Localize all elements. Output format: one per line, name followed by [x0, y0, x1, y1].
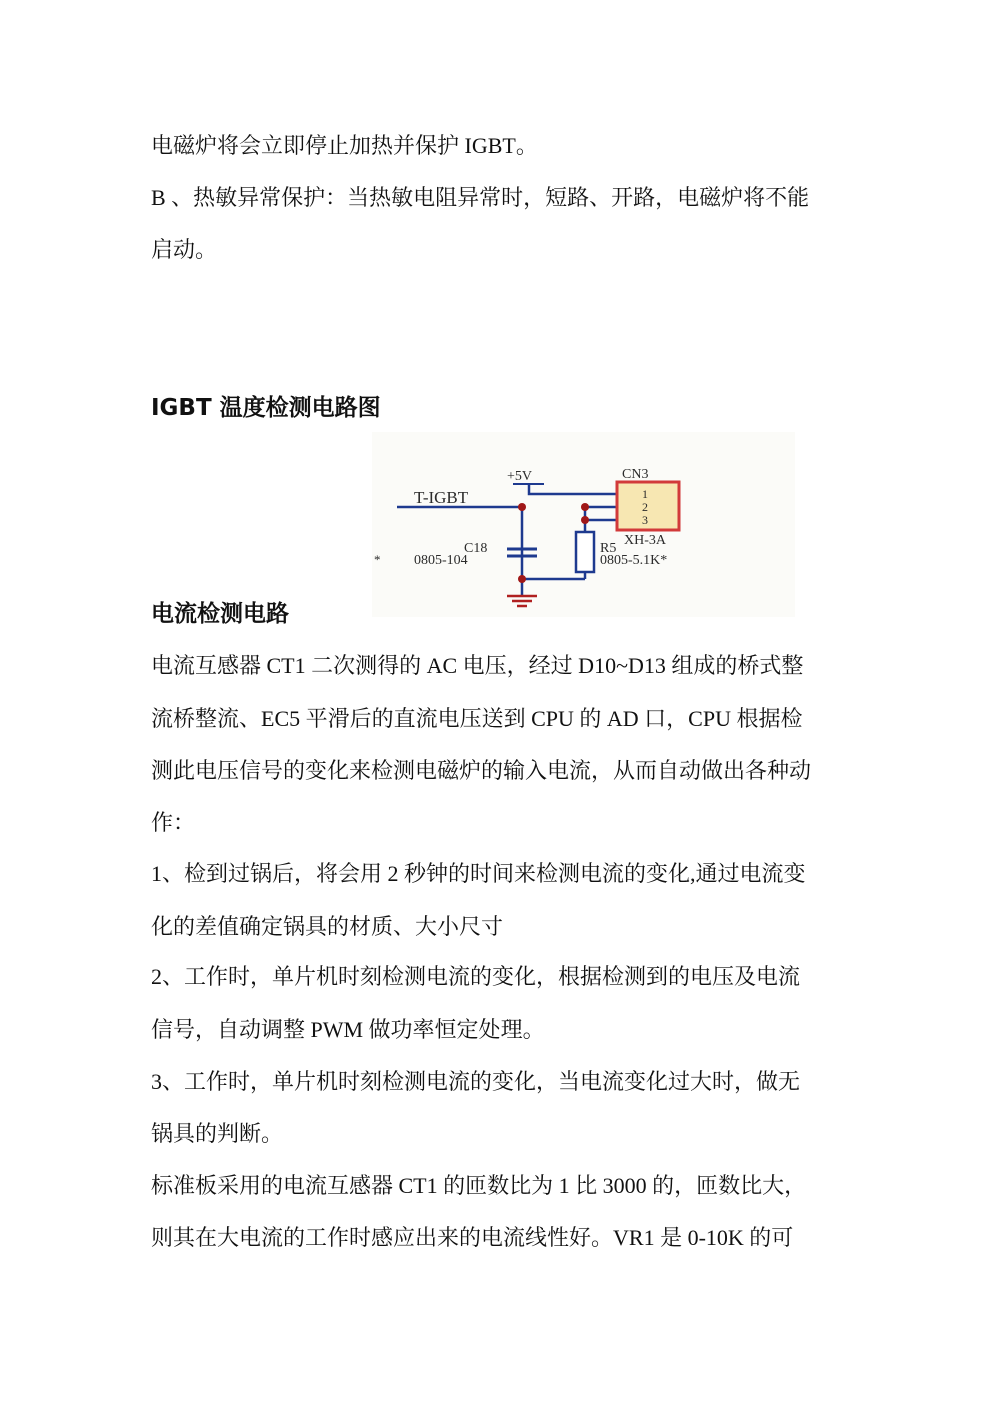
paragraph-line: 化的差值确定锅具的材质、大小尺寸 — [151, 914, 504, 939]
junction-dot — [581, 516, 589, 524]
schematic-svg — [372, 432, 795, 617]
heading-current-detection-circuit: 电流检测电路 — [151, 601, 289, 627]
paragraph-line: 电磁炉将会立即停止加热并保护 IGBT。 — [151, 133, 538, 158]
paragraph-line: 锅具的判断。 — [151, 1121, 284, 1146]
label-t-igbt: T-IGBT — [414, 488, 469, 507]
paragraph-line: 启动。 — [151, 237, 218, 262]
label-r5: R5 — [600, 541, 617, 556]
paragraph-line: 3、工作时，单片机时刻检测电流的变化，当电流变化过大时，做无 — [151, 1069, 801, 1094]
connector-pin-1: 1 — [642, 487, 648, 501]
paragraph-line: 1、检到过锅后，将会用 2 秒钟的时间来检测电流的变化,通过电流变 — [151, 861, 806, 886]
connector-pin-2: 2 — [642, 500, 648, 514]
paragraph-line: 作： — [151, 810, 196, 835]
label-cn3: CN3 — [622, 467, 649, 482]
junction-dot — [581, 503, 589, 511]
paragraph-line: 标准板采用的电流互感器 CT1 的匝数比为 1 比 3000 的，匝数比大， — [151, 1173, 807, 1198]
paragraph-line: 2、工作时，单片机时刻检测电流的变化，根据检测到的电压及电流 — [151, 964, 801, 989]
connector-pin-3: 3 — [642, 513, 648, 527]
paragraph-line: 测此电压信号的变化来检测电磁炉的输入电流，从而自动做出各种动 — [151, 758, 812, 783]
label-res-value: 0805-5.1K* — [600, 553, 668, 568]
resistor-symbol — [576, 532, 594, 572]
igbt-temperature-schematic — [372, 432, 795, 617]
connector-body — [617, 482, 679, 530]
junction-dot — [518, 575, 526, 583]
paragraph-line: B 、热敏异常保护：当热敏电阻异常时，短路、开路，电磁炉将不能 — [151, 185, 810, 210]
junction-dot — [518, 503, 526, 511]
label-cap-value: 0805-104 — [414, 553, 468, 568]
heading-igbt-temperature-circuit: IGBT 温度检测电路图 — [151, 395, 381, 421]
paragraph-line: 信号，自动调整 PWM 做功率恒定处理。 — [151, 1017, 545, 1042]
label-5v: +5V — [507, 469, 533, 484]
label-xh-3a: XH-3A — [624, 533, 666, 548]
ground-symbol — [507, 596, 537, 606]
label-star: * — [374, 552, 381, 567]
label-c18: C18 — [464, 541, 488, 556]
wire-5v-to-pin1 — [529, 484, 617, 494]
paragraph-line: 流桥整流、EC5 平滑后的直流电压送到 CPU 的 AD 口，CPU 根据检 — [151, 706, 803, 731]
paragraph-line: 则其在大电流的工作时感应出来的电流线性好。VR1 是 0-10K 的可 — [151, 1225, 794, 1250]
paragraph-line: 电流互感器 CT1 二次测得的 AC 电压，经过 D10~D13 组成的桥式整 — [151, 653, 804, 678]
